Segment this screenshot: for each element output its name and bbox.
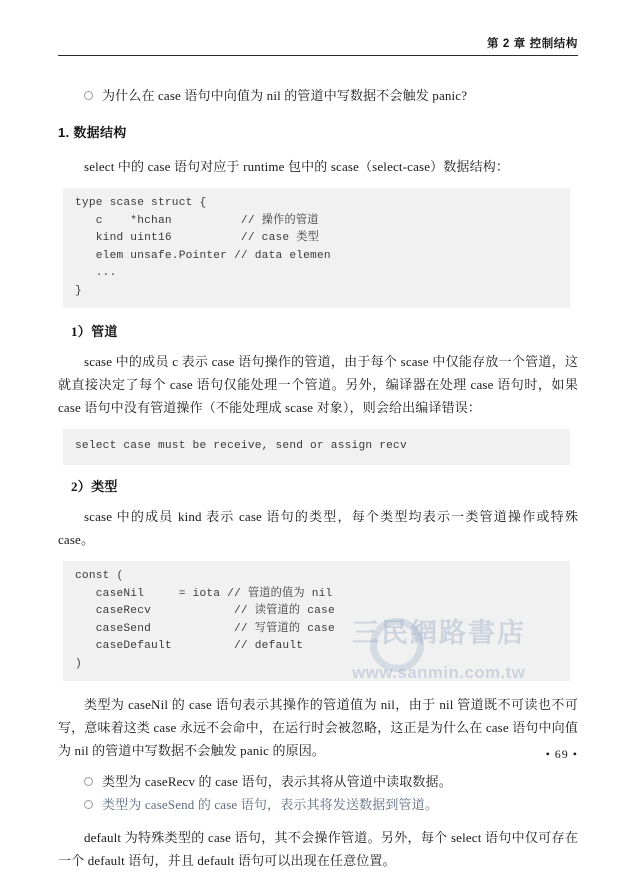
running-header (58, 36, 578, 64)
case-send-list-item (58, 793, 578, 816)
code-line: type scase struct { (75, 197, 207, 209)
code-block-case-kind-constants (63, 561, 570, 681)
code-line: caseRecv // 读管道的 case (75, 605, 335, 617)
code-line: c *hchan // 操作的管道 (75, 214, 319, 227)
chapter-title: 第 2 章 控制结构 (487, 38, 578, 50)
question-text: 为什么在 case 语句中向值为 nil 的管道中写数据不会触发 panic? (102, 88, 468, 103)
watermark-store-name: 三民網路書店 (352, 618, 526, 648)
casenil-explanation-paragraph: 类型为 caseNil 的 case 语句表示其操作的管道值为 nil，由于 nil 管道既不可读也不可写，意味着这类 case 永远不会命中，在运行时会被忽略，这正是为什么在 case 语句中向值为 nil 的管道中写数据不会触发 panic 的原因。 (58, 697, 578, 758)
code-line: caseSend // 写管道的 case (75, 622, 335, 635)
ring-bullet-icon (84, 800, 93, 809)
code-line: kind uint16 // case 类型 (75, 232, 320, 244)
default-explanation-paragraph: default 为特殊类型的 case 语句，其不会操作管道。另外，每个 select 语句中仅可存在一个 default 语句，并且 default 语句可以出现在任意位置。 (58, 830, 578, 868)
code-line: elem unsafe.Pointer // data elemen (75, 249, 331, 262)
watermark-url: www.sanmin.com.tw (352, 663, 526, 682)
question-list-item (58, 84, 578, 107)
code-line: caseDefault // default (75, 640, 304, 652)
header-divider (58, 55, 578, 56)
code-block-scase-struct (63, 188, 570, 308)
section1-intro-paragraph: select 中的 case 语句对应于 runtime 包中的 scase（select-case）数据结构： (84, 159, 510, 174)
page-number-footer: • 69 • (545, 747, 578, 761)
code-line: select case must be receive, send or assign recv (75, 440, 407, 452)
code-line: ) (75, 657, 82, 670)
code-line: ... (75, 267, 117, 279)
code-line: const ( (75, 570, 124, 582)
case-send-text: 类型为 caseSend 的 case 语句，表示其将发送数据到管道。 (102, 797, 438, 812)
section-heading-data-structure: 1. 数据结构 (58, 125, 127, 140)
subsection1-paragraph: scase 中的成员 c 表示 case 语句操作的管道，由于每个 scase 中仅能存放一个管道，这就直接决定了每个 case 语句仅能处理一个管道。另外，编译器在处理 case 语句时，如果 case 语句中没有管道操作（不能处理成 scase 对象），则会给出编译错误： (58, 354, 578, 415)
ring-bullet-icon (84, 91, 93, 100)
case-recv-text: 类型为 caseRecv 的 case 语句，表示其将从管道中读取数据。 (102, 774, 452, 789)
case-recv-list-item (58, 770, 578, 793)
code-line: caseNil = iota // 管道的值为 nil (75, 587, 333, 600)
ring-bullet-icon (84, 777, 93, 786)
subsection-heading-type: 2）类型 (71, 479, 118, 494)
code-block-compile-error (63, 429, 570, 465)
subsection-heading-channel: 1）管道 (71, 324, 118, 339)
code-line: } (75, 284, 82, 297)
subsection2-paragraph: scase 中的成员 kind 表示 case 语句的类型，每个类型均表示一类管道操作或特殊 case。 (58, 509, 578, 547)
